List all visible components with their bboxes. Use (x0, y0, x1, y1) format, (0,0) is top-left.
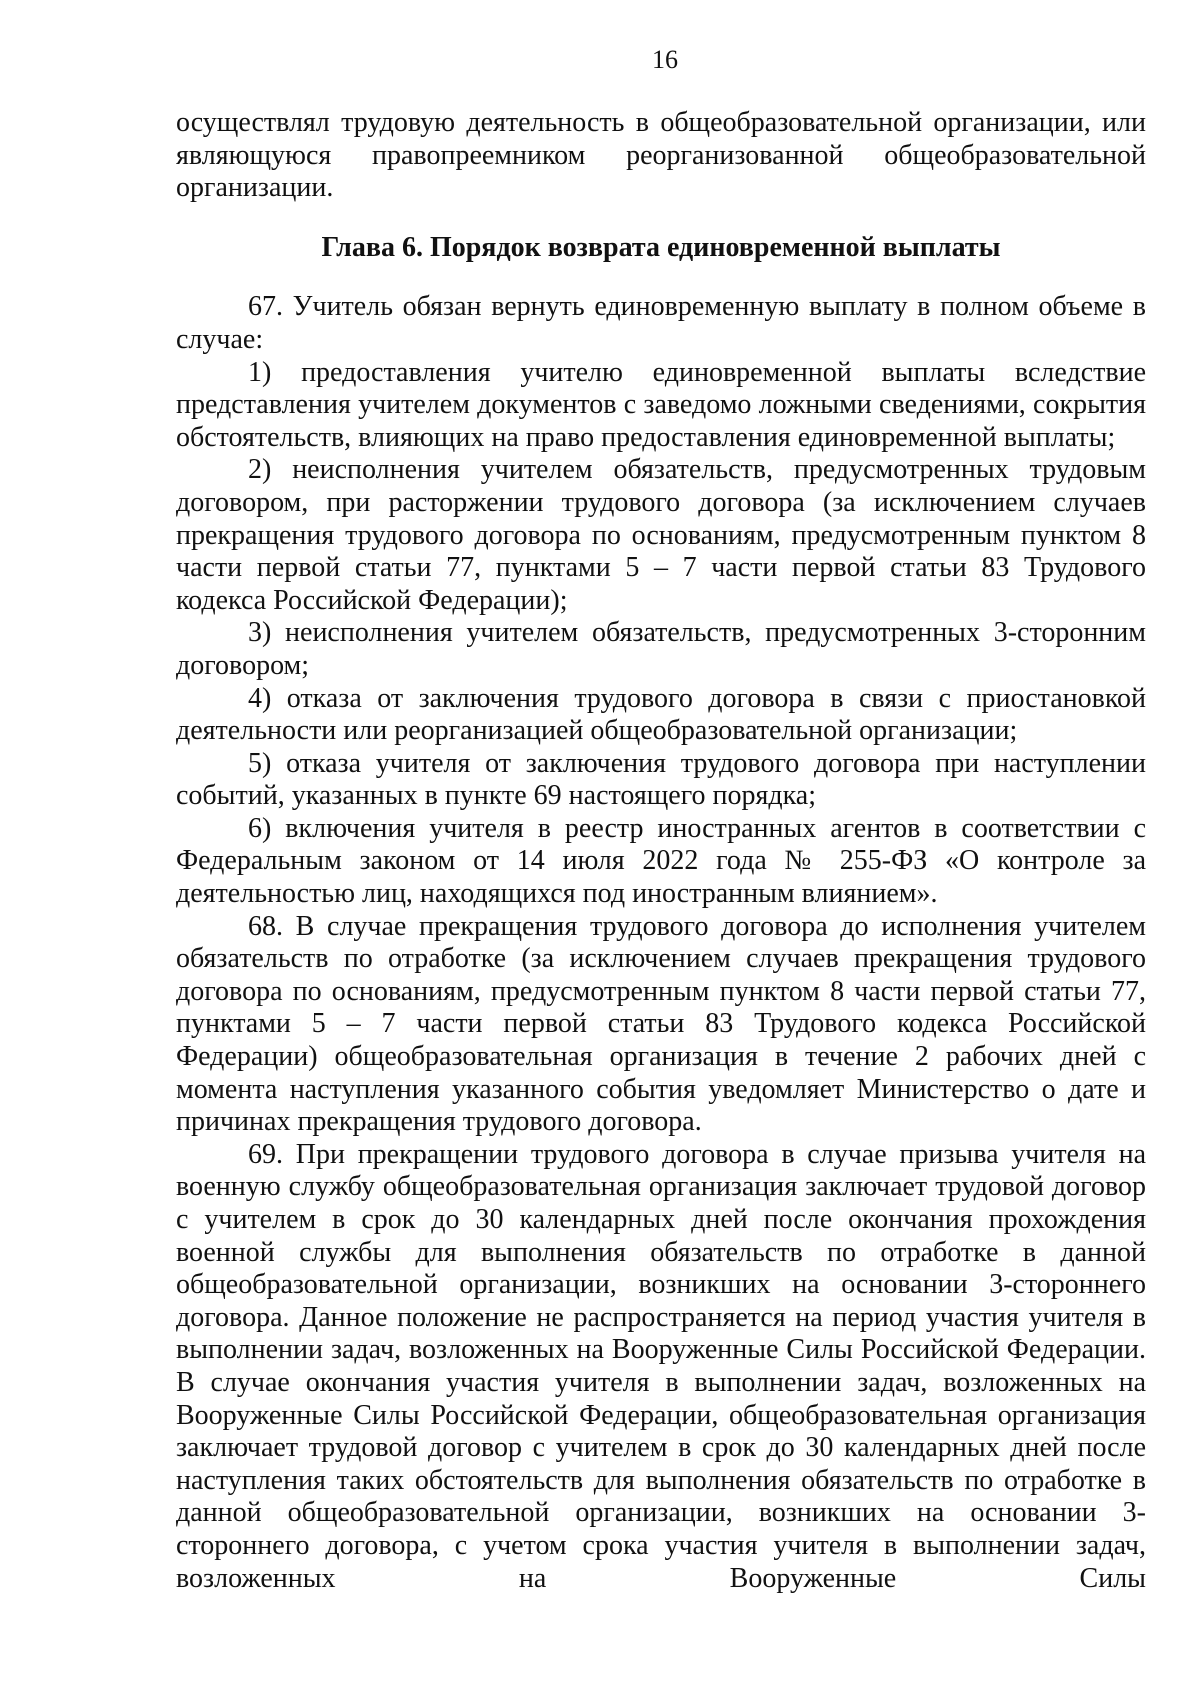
clause-67-item-6: 6) включения учителя в реестр иностранных агентов в соответствии с Федеральным законом от 14 июля 2022 года № 255-ФЗ «О контроле за деятельностью лиц, находящихся под иностранным влиянием». (176, 812, 1146, 910)
chapter-title: Глава 6. Порядок возврата единовременной выплаты (321, 231, 1001, 263)
document-body (176, 107, 1146, 1595)
clause-68: 68. В случае прекращения трудового договора до исполнения учителем обязательств по отработке (за исключением случаев прекращения трудового договора по основаниям, предусмотренным пунктом 8 части первой статьи 77, пунктами 5 – 7 части первой статьи 83 Трудового кодекса Российской Федерации) общеобразовательная организация в течение 2 рабочих дней с момента наступления указанного события уведомляет Министерство о дате и причинах прекращения трудового договора. (176, 910, 1146, 1138)
clause-69: 69. При прекращении трудового договора в случае призыва учителя на военную службу общеобразовательная организация заключает трудовой договор с учителем в срок до 30 календарных дней после окончания прохождения военной службы для выполнения обязательств по отработке в данной общеобразовательной организации, возникших на основании 3-стороннего договора. Данное положение не распространяется на период участия учителя в выполнении задач, возложенных на Вооруженные Силы Российской Федерации. В случае окончания участия учителя в выполнении задач, возложенных на Вооруженные Силы Российской Федерации, общеобразовательная организация заключает трудовой договор с учителем в срок до 30 календарных дней после наступления таких обстоятельств для выполнения обязательств по отработке в данной общеобразовательной организации, возникших на основании 3-стороннего договора, с учетом срока участия учителя в выполнении задач, возложенных на Вооруженные Силы (176, 1138, 1146, 1594)
clause-67-item-1: 1) предоставления учителю единовременной выплаты вследствие представления учителем документов с заведомо ложными сведениями, сокрытия обстоятельств, влияющих на право предоставления единовременной выплаты; (176, 356, 1146, 453)
clause-67-item-2: 2) неисполнения учителем обязательств, предусмотренных трудовым договором, при расторжении трудового договора (за исключением случаев прекращения трудового договора по основаниям, предусмотренным пунктом 8 части первой статьи 77, пунктами 5 – 7 части первой статьи 83 Трудового кодекса Российской Федерации); (176, 454, 1146, 616)
clause-67-item-3: 3) неисполнения учителем обязательств, предусмотренных 3-сторонним договором; (176, 617, 1146, 681)
clause-67-lead: 67. Учитель обязан вернуть единовременную выплату в полном объеме в случае: (176, 291, 1146, 355)
intro-paragraph: осуществлял трудовую деятельность в общеобразовательной организации, или являющуюся правопреемником реорганизованной общеобразовательной организации. (176, 107, 1146, 204)
clause-67-item-4: 4) отказа от заключения трудового договора в связи с приостановкой деятельности или реорганизацией общеобразовательной организации; (176, 682, 1146, 747)
page-number: 16 (652, 45, 678, 74)
clause-67-item-5: 5) отказа учителя от заключения трудового договора при наступлении событий, указанных в пункте 69 настоящего порядка; (176, 747, 1146, 812)
